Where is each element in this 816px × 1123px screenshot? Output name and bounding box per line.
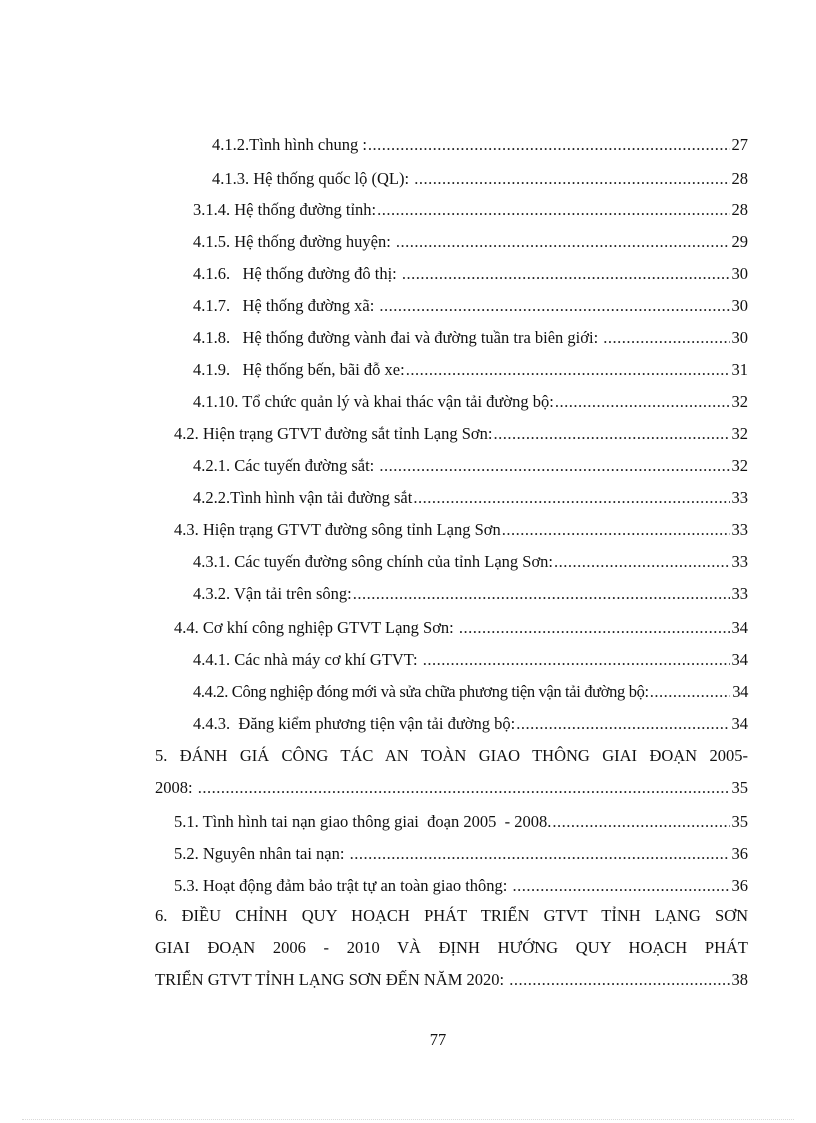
toc-entry-page: 32 xyxy=(731,392,748,411)
toc-entry-title: 4.1.3. Hệ thống quốc lộ (QL): xyxy=(212,169,414,188)
toc-entry[interactable] xyxy=(212,167,748,191)
section-5-heading-end[interactable] xyxy=(155,776,748,800)
toc-entry-title: 4.4.2. Công nghiệp đóng mới và sửa chữa phương tiện vận tải đường bộ: xyxy=(193,682,649,701)
toc-leader-dots xyxy=(650,680,730,704)
toc-entry-page: 33 xyxy=(731,488,748,507)
toc-entry-title: 4.1.7. Hệ thống đường xã: xyxy=(193,296,379,315)
toc-leader-dots xyxy=(379,294,729,318)
toc-entry-title: 5.2. Nguyên nhân tai nạn: xyxy=(174,844,349,863)
toc-entry[interactable] xyxy=(193,198,748,222)
toc-leader-dots xyxy=(414,167,729,191)
toc-entry-title: 4.2. Hiện trạng GTVT đường sắt tỉnh Lạng Sơn: xyxy=(174,424,493,443)
toc-entry-title: 4.3. Hiện trạng GTVT đường sông tỉnh Lạng Sơn xyxy=(174,520,501,539)
toc-entry-page: 30 xyxy=(731,264,748,283)
toc-entry-page: 28 xyxy=(731,200,748,219)
toc-entry[interactable] xyxy=(193,358,748,382)
toc-entry-page: 32 xyxy=(731,424,748,443)
toc-entry-page: 34 xyxy=(731,650,748,669)
toc-entry[interactable] xyxy=(193,390,748,414)
toc-entry-title: 4.2.2.Tình hình vận tải đường sắt xyxy=(193,488,413,507)
toc-leader-dots xyxy=(502,518,730,542)
toc-leader-dots xyxy=(377,198,729,222)
toc-entry-title: 4.4.1. Các nhà máy cơ khí GTVT: xyxy=(193,650,422,669)
toc-leader-dots xyxy=(379,454,729,478)
toc-entry-page: 34 xyxy=(731,714,748,733)
section-6-heading-end[interactable] xyxy=(155,968,748,992)
toc-entry-title: 3.1.4. Hệ thống đường tỉnh: xyxy=(193,200,377,219)
toc-leader-dots xyxy=(552,810,729,834)
toc-leader-dots xyxy=(406,358,730,382)
toc-leader-dots xyxy=(513,874,730,898)
toc-entry-page: 31 xyxy=(731,360,748,379)
toc-entry-page: 33 xyxy=(731,584,748,603)
toc-entry-page: 33 xyxy=(731,520,748,539)
page-number: 77 xyxy=(429,1030,447,1049)
toc-entry-title: 4.1.2.Tình hình chung : xyxy=(212,135,367,154)
toc-entry-page: 34 xyxy=(732,682,748,701)
toc-leader-dots xyxy=(353,582,730,606)
toc-entry-title: 4.1.9. Hệ thống bến, bãi đỗ xe: xyxy=(193,360,405,379)
toc-entry-title: 4.4. Cơ khí công nghiệp GTVT Lạng Sơn: xyxy=(174,618,458,637)
toc-entry[interactable] xyxy=(174,422,748,446)
toc-entry-page: 38 xyxy=(731,970,748,989)
toc-entry[interactable] xyxy=(193,454,748,478)
toc-entry-title: 5.3. Hoạt động đảm bảo trật tự an toàn giao thông: xyxy=(174,876,512,895)
toc-entry-page: 30 xyxy=(731,296,748,315)
toc-leader-dots xyxy=(555,390,730,414)
toc-entry-page: 32 xyxy=(731,456,748,475)
toc-entry-page: 35 xyxy=(731,778,748,797)
toc-entry-title: 4.1.10. Tổ chức quản lý và khai thác vận tải đường bộ: xyxy=(193,392,554,411)
section-6-heading[interactable]: 6. ĐIỀU CHỈNH QUY HOẠCH PHÁT TRIỂN GTVT TỈNH LẠNG SƠN xyxy=(155,906,748,925)
section-6-heading-cont[interactable]: GIAI ĐOẠN 2006 - 2010 VÀ ĐỊNH HƯỚNG QUY HOẠCH PHÁT xyxy=(155,938,748,957)
toc-entry[interactable] xyxy=(193,680,748,704)
toc-entry[interactable] xyxy=(174,810,748,834)
toc-leader-dots xyxy=(396,230,730,254)
toc-entry-page: 36 xyxy=(731,876,748,895)
toc-entry-page: 34 xyxy=(731,618,748,637)
toc-leader-dots xyxy=(198,776,730,800)
toc-entry-title: 5.1. Tình hình tai nạn giao thông giai đoạn 2005 - 2008. xyxy=(174,812,552,831)
toc-entry[interactable] xyxy=(174,518,748,542)
toc-entry-title: 4.2.1. Các tuyến đường sắt: xyxy=(193,456,379,475)
toc-entry-title: 4.4.3. Đăng kiểm phương tiện vận tải đường bộ: xyxy=(193,714,516,733)
toc-leader-dots xyxy=(413,486,729,510)
toc-entry[interactable] xyxy=(193,648,748,672)
toc-entry[interactable] xyxy=(174,874,748,898)
toc-entry-page: 27 xyxy=(731,135,748,154)
page-bottom-divider xyxy=(22,1119,794,1120)
toc-entry[interactable] xyxy=(193,550,748,574)
toc-entry-title: 4.1.8. Hệ thống đường vành đai và đường tuần tra biên giới: xyxy=(193,328,603,347)
toc-leader-dots xyxy=(423,648,730,672)
toc-entry-title: 2008: xyxy=(155,778,197,797)
toc-entry-page: 35 xyxy=(731,812,748,831)
toc-entry-title: 4.3.2. Vận tải trên sông: xyxy=(193,584,352,603)
toc-entry-title: 4.1.5. Hệ thống đường huyện: xyxy=(193,232,395,251)
toc-entry[interactable] xyxy=(193,712,748,736)
toc-leader-dots xyxy=(402,262,730,286)
toc-leader-dots xyxy=(350,842,730,866)
toc-leader-dots xyxy=(554,550,729,574)
toc-leader-dots xyxy=(459,616,730,640)
toc-entry-title: 4.1.6. Hệ thống đường đô thị: xyxy=(193,264,401,283)
toc-entry[interactable] xyxy=(193,582,748,606)
toc-leader-dots xyxy=(603,326,729,350)
toc-entry[interactable] xyxy=(212,133,748,157)
toc-entry-title: TRIỂN GTVT TỈNH LẠNG SƠN ĐẾN NĂM 2020: xyxy=(155,970,509,989)
toc-entry-page: 29 xyxy=(731,232,748,251)
toc-entry[interactable] xyxy=(174,616,748,640)
toc-entry-page: 30 xyxy=(731,328,748,347)
toc-entry-page: 33 xyxy=(731,552,748,571)
toc-leader-dots xyxy=(368,133,730,157)
toc-leader-dots xyxy=(516,712,729,736)
toc-leader-dots xyxy=(493,422,729,446)
toc-entry[interactable] xyxy=(193,486,748,510)
toc-entry-page: 36 xyxy=(731,844,748,863)
section-5-heading[interactable]: 5. ĐÁNH GIÁ CÔNG TÁC AN TOÀN GIAO THÔNG GIAI ĐOẠN 2005- xyxy=(155,746,748,765)
toc-entry[interactable] xyxy=(193,230,748,254)
toc-entry-title: 4.3.1. Các tuyến đường sông chính của tỉnh Lạng Sơn: xyxy=(193,552,554,571)
toc-entry[interactable] xyxy=(193,294,748,318)
toc-entry-page: 28 xyxy=(731,169,748,188)
toc-entry[interactable] xyxy=(193,326,748,350)
toc-leader-dots xyxy=(509,968,729,992)
toc-entry[interactable] xyxy=(174,842,748,866)
toc-entry[interactable] xyxy=(193,262,748,286)
